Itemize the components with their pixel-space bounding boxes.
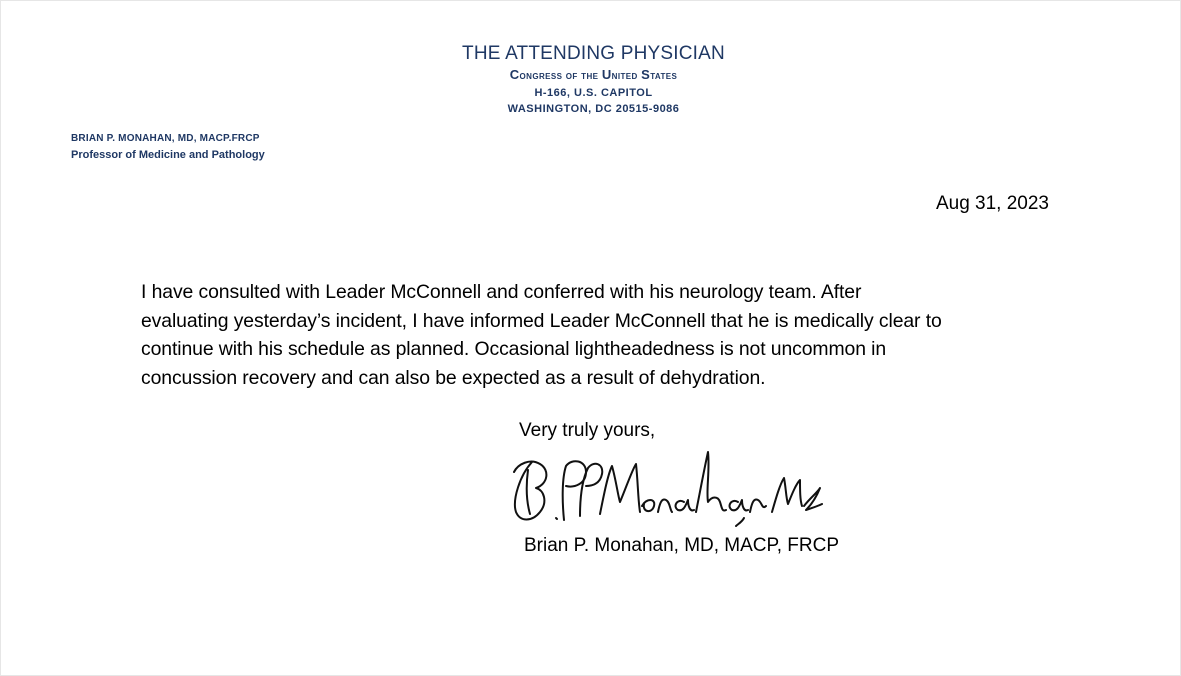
author-position: Professor of Medicine and Pathology [71, 149, 265, 161]
letter-body: I have consulted with Leader McConnell and conferred with his neurology team. After evaluating yesterday’s incident, I have informed Leader McConnell that he is medically clear to continue with his schedule as planned. Occasional lightheadedness is not uncommon in concussion recovery and can also be expected as a result of dehydration. [141, 281, 942, 389]
letterhead-room: H-166, U.S. CAPITOL [534, 87, 653, 99]
letterhead-congress [0, 66, 1181, 85]
closing: Very truly yours, [519, 420, 656, 441]
states-rest: tates [650, 70, 678, 82]
letterhead-title: THE ATTENDING PHYSICIAN [462, 43, 725, 64]
letter-date: Aug 31, 2023 [935, 193, 1049, 214]
handwritten-signature [500, 440, 830, 540]
congress-rest: ongress of the [519, 70, 602, 82]
letterhead [0, 43, 1181, 117]
letterhead-city: WASHINGTON, DC 20515-9086 [507, 103, 680, 115]
signer-name: Brian P. Monahan, MD, MACP, FRCP [524, 535, 840, 556]
congress-initial: C [509, 67, 520, 82]
united-rest: nited [611, 70, 642, 82]
united-initial: U [601, 67, 612, 82]
states-initial: S [641, 67, 651, 82]
author-name: BRIAN P. MONAHAN, MD, MACP.FRCP [71, 133, 260, 144]
author-block [71, 131, 265, 163]
